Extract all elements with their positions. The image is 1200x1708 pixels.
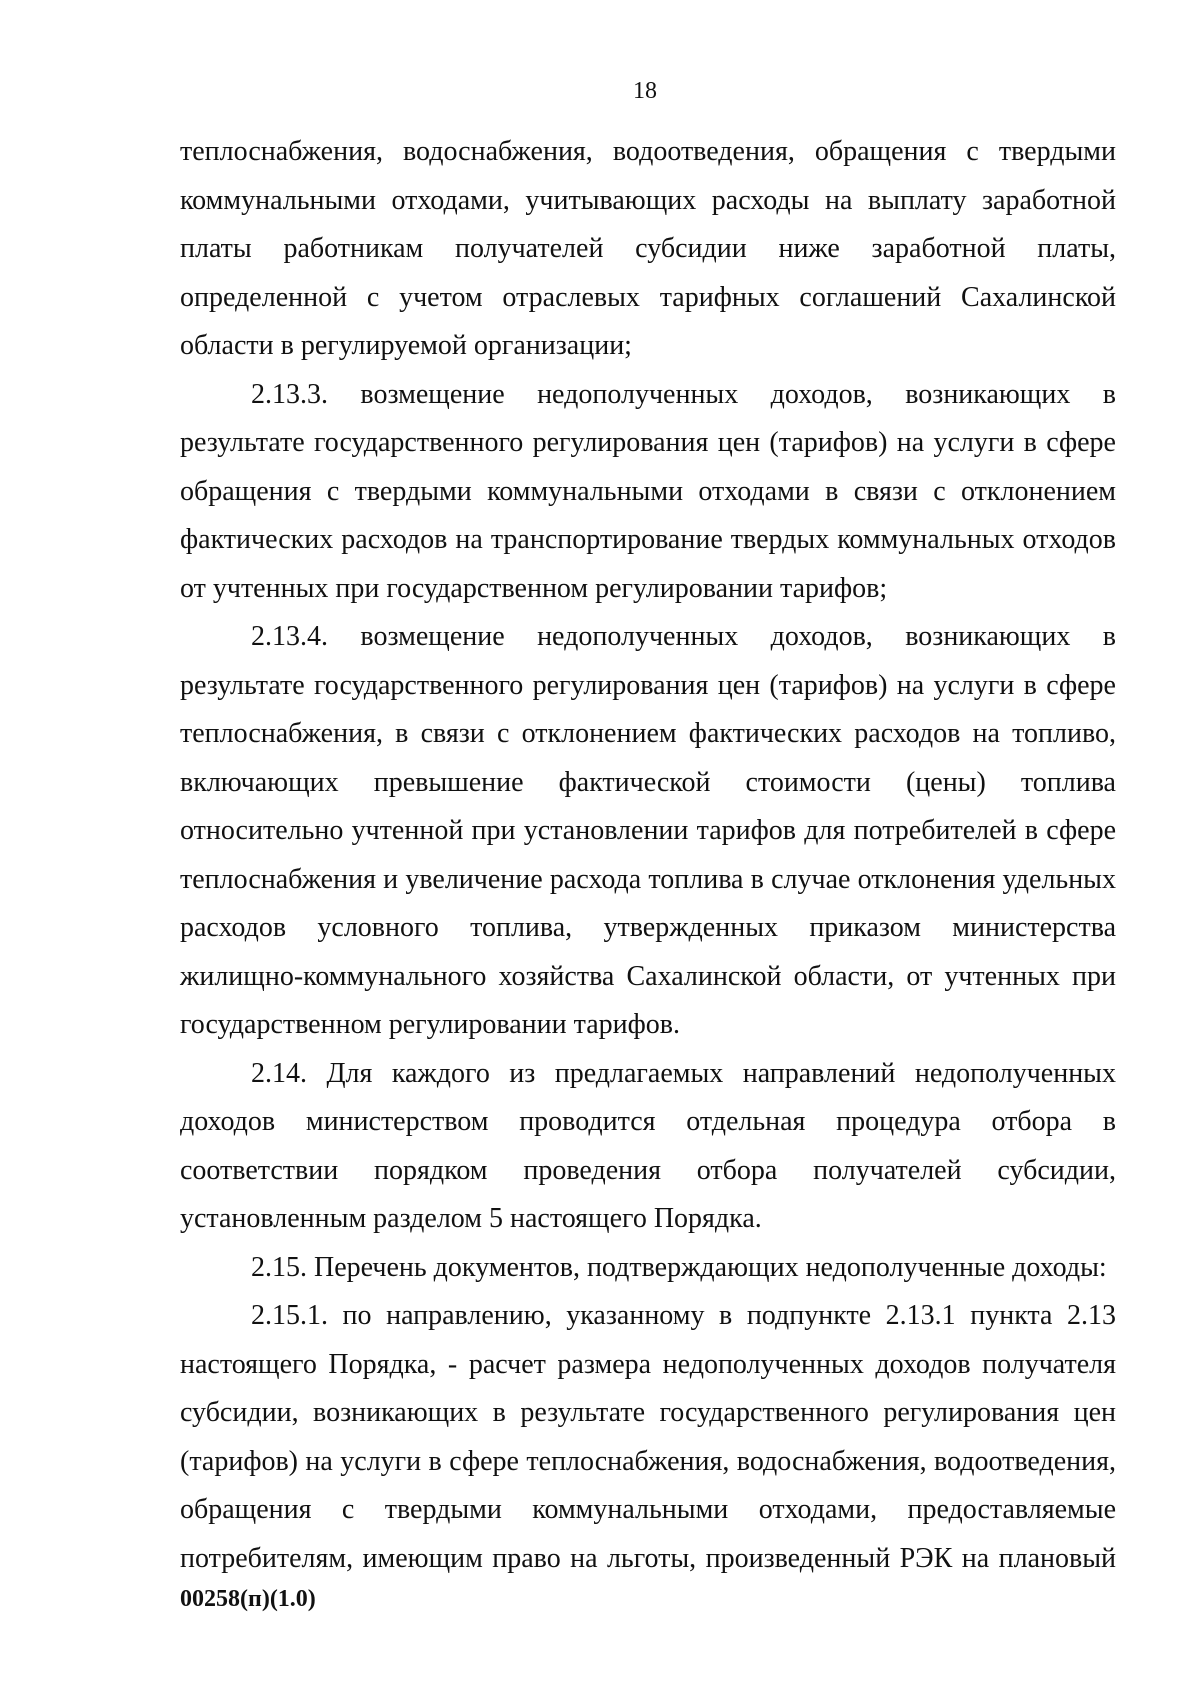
document-body	[180, 128, 1116, 1583]
paragraph-continuation: теплоснабжения, водоснабжения, водоотведения, обращения с твердыми коммунальными отходами, учитывающих расходы на выплату заработной платы работникам получателей субсидии ниже заработной платы, определенной с учетом отраслевых тарифных соглашений Сахалинской области в регулируемой организации;	[180, 136, 1116, 361]
paragraph-2-13-3: 2.13.3. возмещение недополученных доходов, возникающих в результате государственного регулирования цен (тарифов) на услуги в сфере обращения с твердыми коммунальными отходами в связи с отклонением фактических расходов на транспортирование твердых коммунальных отходов от учтенных при государственном регулировании тарифов;	[180, 378, 1116, 604]
page-number: 18	[633, 78, 657, 104]
paragraph-2-15: 2.15. Перечень документов, подтверждающих недополученные доходы:	[251, 1251, 1107, 1283]
paragraph-2-15-1: 2.15.1. по направлению, указанному в подпункте 2.13.1 пункта 2.13 настоящего Порядка, - расчет размера недополученных доходов получателя субсидии, возникающих в результате государственного регулирования цен (тарифов) на услуги в сфере теплоснабжения, водоснабжения, водоотведения, обращения с твердыми коммунальными отходами, предоставляемые потребителям, имеющим право на льготы, произведенный РЭК на плановый	[180, 1300, 1116, 1574]
document-code: 00258(п)(1.0)	[180, 1586, 316, 1612]
paragraph-2-13-4: 2.13.4. возмещение недополученных доходов, возникающих в результате государственного регулирования цен (тарифов) на услуги в сфере теплоснабжения, в связи с отклонением фактических расходов на топливо, включающих превышение фактической стоимости (цены) топлива относительно учтенной при установлении тарифов для потребителей в сфере теплоснабжения и увеличение расхода топлива в случае отклонения удельных расходов условного топлива, утвержденных приказом министерства жилищно-коммунального хозяйства Сахалинской области, от учтенных при государственном регулировании тарифов.	[180, 621, 1116, 1040]
paragraph-2-14: 2.14. Для каждого из предлагаемых направлений недополученных доходов министерством проводится отдельная процедура отбора в соответствии порядком проведения отбора получателей субсидии, установленным разделом 5 настоящего Порядка.	[180, 1057, 1116, 1234]
